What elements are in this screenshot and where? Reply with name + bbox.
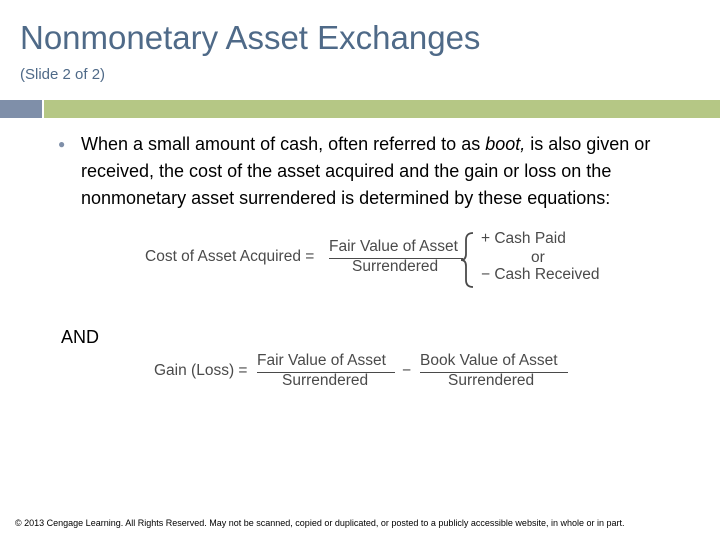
copyright-footer: © 2013 Cengage Learning. All Rights Reserved. May not be scanned, copied or duplicated, or posted to a publicly accessible website, in whole or in part. [15, 518, 625, 528]
equation2-denominator-2: Surrendered [448, 372, 535, 389]
equation2-denominator-1: Surrendered [282, 372, 369, 389]
bullet-item [58, 131, 678, 212]
bullet-text [58, 131, 678, 212]
connector-and: AND [61, 327, 100, 347]
bullet-text-after: is also given or received, the cost of the asset acquired and the gain or loss on the nonmonetary asset surrendered is determined by these equations: [81, 134, 651, 208]
equation2-lhs: Gain (Loss) = [154, 362, 248, 379]
bullet-dot-icon: ● [58, 137, 66, 151]
equation1-lhs: Cost of Asset Acquired = [145, 248, 315, 265]
equation1-denominator: Surrendered [352, 258, 439, 275]
equation1-numerator: Fair Value of Asset [329, 238, 458, 255]
header-bar-right [44, 100, 720, 118]
bullet-text-before: When a small amount of cash, often referred to as [81, 134, 486, 154]
equation1-option-cash-received: − Cash Received [481, 266, 600, 283]
equation2-numerator-fair-value: Fair Value of Asset [257, 352, 386, 369]
header-bar-left [0, 100, 42, 118]
equation1-brace-icon [460, 232, 476, 288]
bullet-text-emphasis: boot, [485, 134, 526, 154]
slide-subtitle: (Slide 2 of 2) [20, 66, 106, 83]
slide-title: Nonmonetary Asset Exchanges [20, 19, 481, 56]
equation1-option-cash-paid: + Cash Paid [481, 230, 566, 247]
equation2-numerator-book-value: Book Value of Asset [420, 352, 558, 369]
equation2-minus: − [402, 362, 412, 379]
equation1-or: or [531, 249, 545, 266]
